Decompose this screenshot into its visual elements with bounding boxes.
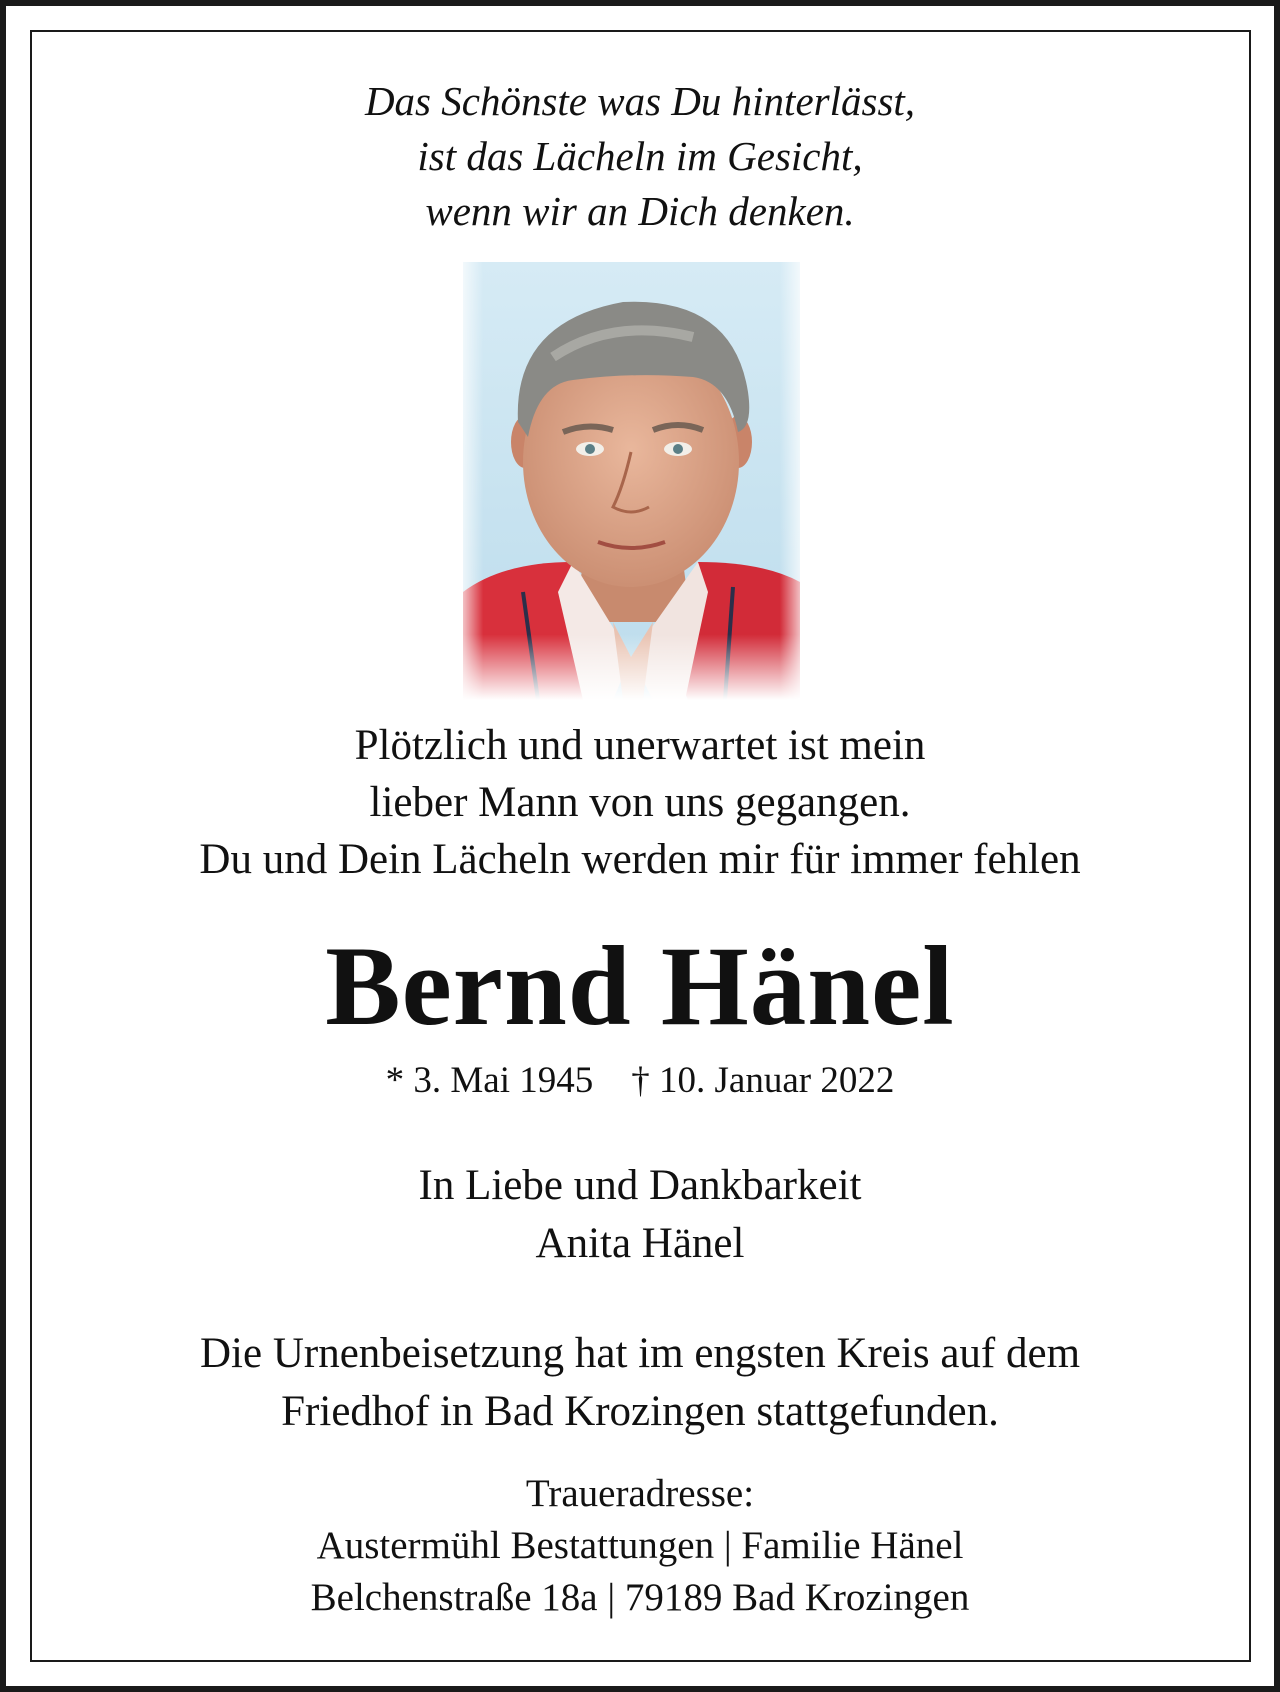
address-heading: Traueradresse: — [525, 1472, 755, 1515]
mourning-address — [0, 1468, 1280, 1624]
quote-line: wenn wir an Dich denken. — [425, 188, 855, 234]
signoff-signature: Anita Hänel — [535, 1220, 745, 1267]
burial-line: Friedhof in Bad Krozingen stattgefunden. — [281, 1388, 999, 1435]
message-line: lieber Mann von uns gegangen. — [369, 779, 911, 826]
birth-date: * 3. Mai 1945 — [385, 1060, 594, 1101]
signoff — [0, 1157, 1280, 1273]
address-line: Belchenstraße 18a | 79189 Bad Krozingen — [310, 1576, 970, 1619]
quote-line: Das Schönste was Du hinterlässt, — [364, 78, 916, 124]
death-date: † 10. Januar 2022 — [631, 1060, 895, 1101]
burial-line: Die Urnenbeisetzung hat im engsten Kreis auf dem — [199, 1330, 1081, 1377]
message-line: Plötzlich und unerwartet ist mein — [354, 722, 926, 769]
message-text — [0, 717, 1280, 888]
quote-line: ist das Lächeln im Gesicht, — [417, 133, 863, 179]
signoff-line: In Liebe und Dankbarkeit — [418, 1162, 862, 1209]
memorial-quote — [0, 74, 1280, 239]
life-dates — [0, 1057, 1280, 1105]
deceased-name: Bernd Hänel — [325, 924, 955, 1049]
address-line: Austermühl Bestattungen | Familie Hänel — [316, 1524, 964, 1567]
burial-notice — [0, 1325, 1280, 1441]
portrait-photo — [463, 262, 800, 700]
message-line: Du und Dein Lächeln werden mir für immer fehlen — [199, 836, 1081, 883]
